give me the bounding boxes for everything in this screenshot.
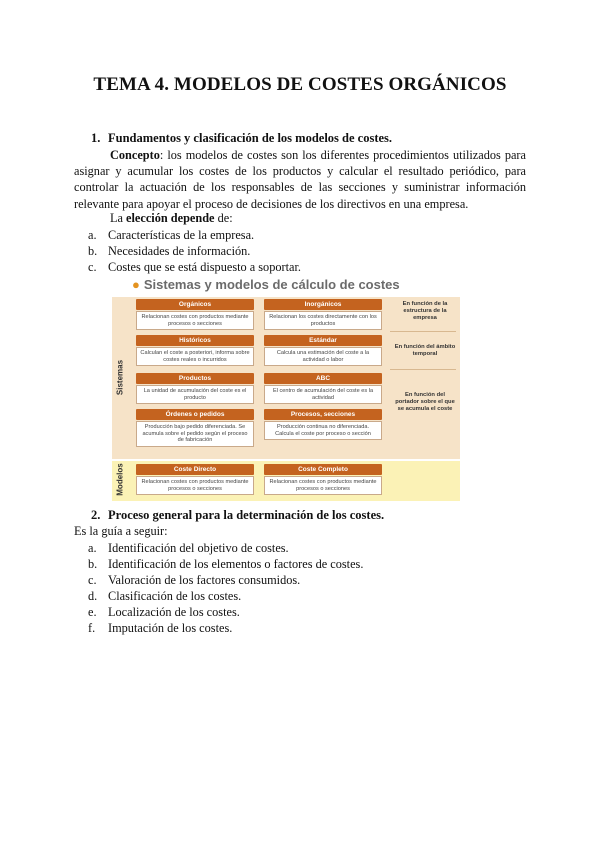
box-inorganicos: Inorgánicos Relacionan los costes directamente con los productos [264,299,382,330]
process-list [88,540,363,636]
note-divider [390,369,456,370]
concept-paragraph [74,147,526,212]
list-item: f. Imputación de los costes. [88,621,233,635]
section-2-number: 2. [91,508,101,522]
choice-line [110,211,233,226]
note-estructura: En función de la estructura de la empresa [402,301,448,321]
choice-prefix: La [110,211,127,225]
box-procesos: Procesos, secciones Producción continua no diferenciada. Calcula el coste por proceso o sección [264,409,382,440]
list-item: c. Costes que se está dispuesto a soportar. [88,260,301,274]
list-item: c. Valoración de los factores consumidos. [88,573,301,587]
list-item: d. Clasificación de los costes. [88,589,242,603]
section-2-heading [91,508,384,523]
figure-title: ● Sistemas y modelos de cálculo de costes [132,277,400,292]
choice-bold: elección depende [126,211,215,225]
box-coste-directo: Coste Directo Relacionan costes con productos mediante procesos o secciones [136,464,254,495]
section-1-number: 1. [91,131,101,145]
box-historicos: Históricos Calculan el coste a posteriori, informa sobre costes reales o incurridos [136,335,254,366]
concept-text: : los modelos de costes son los diferentes procedimientos utilizados para asignar y acumular los costes de los productos y calcular el resultado periódico, para controlar la actuación de los responsables de las secciones y suministrar información relevante para apoyar el proceso de decisiones de los directivos en una empresa. [74,148,526,211]
section-2-intro: Es la guía a seguir: [74,524,168,538]
note-divider [390,331,456,332]
box-abc: ABC El centro de acumulación del coste es la actividad [264,373,382,404]
box-estandar: Estándar Calcula una estimación del coste a la actividad o labor [264,335,382,366]
section-1-heading [91,131,392,146]
concept-label: Concepto [110,148,160,162]
section-2-title: Proceso general para la determinación de los costes. [108,508,385,522]
box-productos: Productos La unidad de acumulación del coste es el producto [136,373,254,404]
side-label-modelos: Modelos [115,463,125,496]
page-title: TEMA 4. MODELOS DE COSTES ORGÁNICOS [93,74,507,95]
costing-systems-figure [112,275,460,501]
list-item: b. Necesidades de información. [88,244,251,258]
section-1-title: Fundamentos y clasificación de los modelos de costes. [108,131,393,145]
list-item: b. Identificación de los elementos o factores de costes. [88,557,364,571]
note-temporal: En función del ámbito temporal [394,344,456,357]
box-coste-completo: Coste Completo Relacionan costes con productos mediante procesos o secciones [264,464,382,495]
list-item: a. Características de la empresa. [88,228,255,242]
choice-suffix: de: [214,211,233,225]
list-item: e. Localización de los costes. [88,605,240,619]
choice-list [88,227,301,275]
box-organicos: Orgánicos Relacionan costes con productos mediante procesos o secciones [136,299,254,330]
box-ordenes: Órdenes o pedidos Producción bajo pedido diferenciada. Se acumula sobre el pedido según el proceso de fabricación [136,409,254,447]
bullet-icon: ● [132,277,140,292]
side-label-sistemas: Sistemas [115,359,125,396]
note-portador: En función del portador sobre el que se acumula el coste [395,392,455,412]
list-item: a. Identificación del objetivo de costes. [88,541,289,555]
